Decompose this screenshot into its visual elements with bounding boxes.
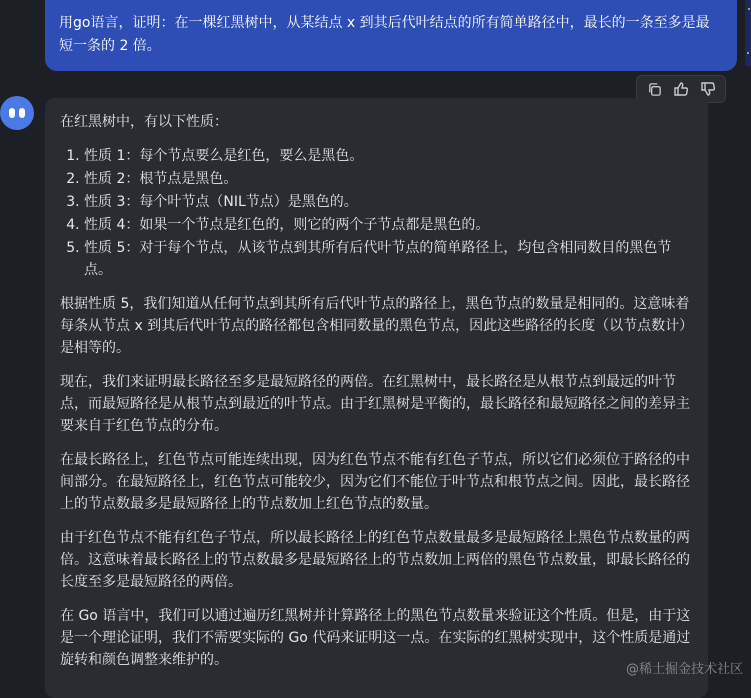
copy-icon[interactable] <box>645 80 663 98</box>
answer-paragraph: 现在，我们来证明最长路径至多是最短路径的两倍。在红黑树中，最长路径是从根节点到最远的叶节点，而最短路径是从根节点到最近的叶节点。由于红黑树是平衡的，最长路径和最短路径之间的差异主要来自于红色节点的分布。 <box>60 374 690 434</box>
answer-intro: 在红黑树中，有以下性质： <box>60 114 228 130</box>
answer-paragraph: 根据性质 5，我们知道从任何节点到其所有后代叶节点的路径上，黑色节点的数量是相同的。这意味着每条从节点 x 到其后代叶节点的路径都包含相同数量的黑色节点，因此这些路径的长度（以节点数计）是相等的。 <box>60 296 690 356</box>
assistant-avatar-eye <box>9 108 15 118</box>
property-item: 5. 性质 5：对于每个节点，从该节点到其所有后代叶节点的简单路径上，均包含相同数目的黑色节点。 <box>84 237 693 281</box>
user-message-bubble <box>45 0 737 71</box>
answer-paragraph: 由于红色节点不能有红色子节点，所以最长路径上的红色节点数量最多是最短路径上黑色节点数量的两倍。这意味着最长路径上的节点数最多是最短路径上的节点数加上两倍的黑色节点数量，即最长路径的长度至多是最短路径的两倍。 <box>60 530 690 590</box>
property-item: 1. 性质 1：每个节点要么是红色，要么是黑色。 <box>84 145 693 167</box>
properties-list <box>60 145 693 281</box>
property-item: 4. 性质 4：如果一个节点是红色的，则它的两个子节点都是黑色的。 <box>84 214 693 236</box>
answer-paragraph: 在 Go 语言中，我们可以通过遍历红黑树并计算路径上的黑色节点数量来验证这个性质。但是，由于这是一个理论证明，我们不需要实际的 Go 代码来证明这一点。在实际的红黑树实现中，这个性质是通过旋转和颜色调整来维护的。 <box>60 608 691 668</box>
answer-paragraph: 在最长路径上，红色节点可能连续出现，因为红色节点不能有红色子节点，所以它们必须位于路径的中间部分。在最短路径上，红色节点可能较少，因为它们不能位于叶节点和根节点之间。因此，最长路径上的节点数最多是最短路径上的节点数加上红色节点的数量。 <box>60 452 690 512</box>
assistant-avatar <box>0 96 34 130</box>
user-avatar[interactable] <box>745 0 751 66</box>
watermark: @稀土掘金技术社区 <box>625 662 743 677</box>
property-item: 2. 性质 2：根节点是黑色。 <box>84 168 693 190</box>
assistant-avatar-eye <box>19 108 25 118</box>
thumbs-down-icon[interactable] <box>699 80 717 98</box>
property-item: 3. 性质 3：每个叶节点（NIL节点）是黑色的。 <box>84 191 693 213</box>
user-message-text: 用go语言，证明：在一棵红黑树中，从某结点 x 到其后代叶结点的所有简单路径中，最长的一条至多是最短一条的 2 倍。 <box>59 15 710 54</box>
assistant-message <box>45 98 708 698</box>
thumbs-up-icon[interactable] <box>672 80 690 98</box>
